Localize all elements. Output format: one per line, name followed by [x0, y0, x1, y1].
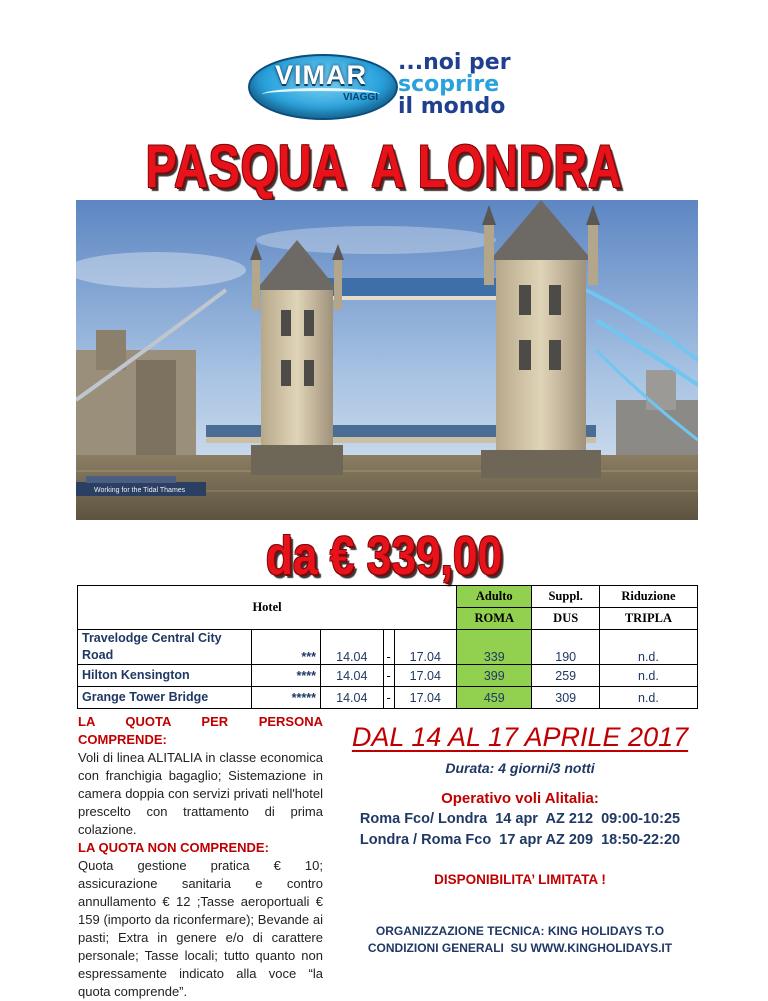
header-tripla: TRIPLA [599, 608, 697, 630]
includes-title: LA QUOTA PER PERSONA COMPRENDE: [78, 714, 323, 747]
header-adulto: Adulto [457, 586, 532, 608]
hotel-stars: *** [252, 630, 321, 665]
price-tripla: n.d. [599, 687, 697, 709]
price-dus: 309 [532, 687, 599, 709]
price-adulto: 459 [457, 687, 532, 709]
logo-tagline-1: ...noi per [398, 50, 511, 75]
logo-tagline-3: il mondo [398, 94, 506, 119]
trip-duration: Durata: 4 giorni/3 notti [445, 760, 595, 776]
date-separator: - [383, 630, 394, 665]
date-to: 17.04 [394, 630, 457, 665]
price-tripla: n.d. [599, 665, 697, 687]
table-header-row-1 [78, 586, 698, 608]
date-to: 17.04 [394, 665, 457, 687]
header-riduzione: Riduzione [599, 586, 697, 608]
excludes-text: Quota gestione pratica € 10; assicurazione sanitaria e contro annullamento € 12 ;Tasse aeroportuali € 159 (importo da riconfermare); Bevande ai pasti; Extra in genere e/o di carattere personale; Tasse locali; tutto quanto non espressamente indicato alla voce “la quota comprende”. [78, 858, 323, 999]
logo-tagline-2: scoprire [398, 72, 500, 97]
price-headline: da € 339,00 [265, 526, 503, 586]
tower-bridge-photo [76, 200, 698, 520]
excludes-title: LA QUOTA NON COMPRENDE: [78, 840, 269, 855]
header-suppl: Suppl. [532, 586, 599, 608]
header-dus: DUS [532, 608, 599, 630]
flights-title: Operativo voli Alitalia: [441, 790, 599, 807]
table-row [78, 687, 698, 709]
price-adulto: 339 [457, 630, 532, 665]
price-tripla: n.d. [599, 630, 697, 665]
table-row [78, 630, 698, 665]
logo-brand-name: VIMAR [275, 60, 367, 90]
organization-line: ORGANIZZAZIONE TECNICA: KING HOLIDAYS T.O [375, 924, 665, 938]
logo-brand-sub: VIAGGI [342, 92, 378, 103]
flight-outbound: Roma Fco/ Londra 14 apr AZ 212 09:00-10:25 [359, 811, 681, 827]
header-roma: ROMA [457, 608, 532, 630]
date-from: 14.04 [321, 687, 384, 709]
quota-details [78, 713, 323, 1001]
boat-text: Working for the Tidal Thames [94, 487, 186, 494]
hotel-price-table [77, 585, 698, 709]
date-separator: - [383, 687, 394, 709]
vimar-logo [248, 52, 528, 124]
table-row [78, 665, 698, 687]
date-to: 17.04 [394, 687, 457, 709]
availability-notice: DISPONIBILITA’ LIMITATA ! [434, 872, 606, 887]
travel-dates: DAL 14 AL 17 APRILE 2017 [351, 722, 689, 752]
logo-tagline [398, 52, 511, 118]
includes-text: Voli di linea ALITALIA in classe economica con franchigia bagaglio; Sistemazione in camera doppia con servizi privati nell'hotel prescelto con trattamento di prima colazione. [78, 750, 323, 837]
price-dus: 259 [532, 665, 599, 687]
conditions-link[interactable]: CONDIZIONI GENERALI SU WWW.KINGHOLIDAYS.IT [367, 941, 673, 955]
hotel-stars: ***** [252, 687, 321, 709]
hotel-name: Hilton Kensington [78, 665, 252, 687]
hotel-name: Grange Tower Bridge [78, 687, 252, 709]
hotel-name: Travelodge Central City Road [78, 630, 252, 665]
hotel-stars: **** [252, 665, 321, 687]
price-adulto: 399 [457, 665, 532, 687]
page-title: PASQUA A LONDRA [145, 133, 623, 200]
date-separator: - [383, 665, 394, 687]
date-from: 14.04 [321, 630, 384, 665]
price-dus: 190 [532, 630, 599, 665]
date-from: 14.04 [321, 665, 384, 687]
hotel-header: Hotel [78, 586, 457, 630]
flight-return: Londra / Roma Fco 17 apr AZ 209 18:50-22:20 [359, 832, 681, 848]
